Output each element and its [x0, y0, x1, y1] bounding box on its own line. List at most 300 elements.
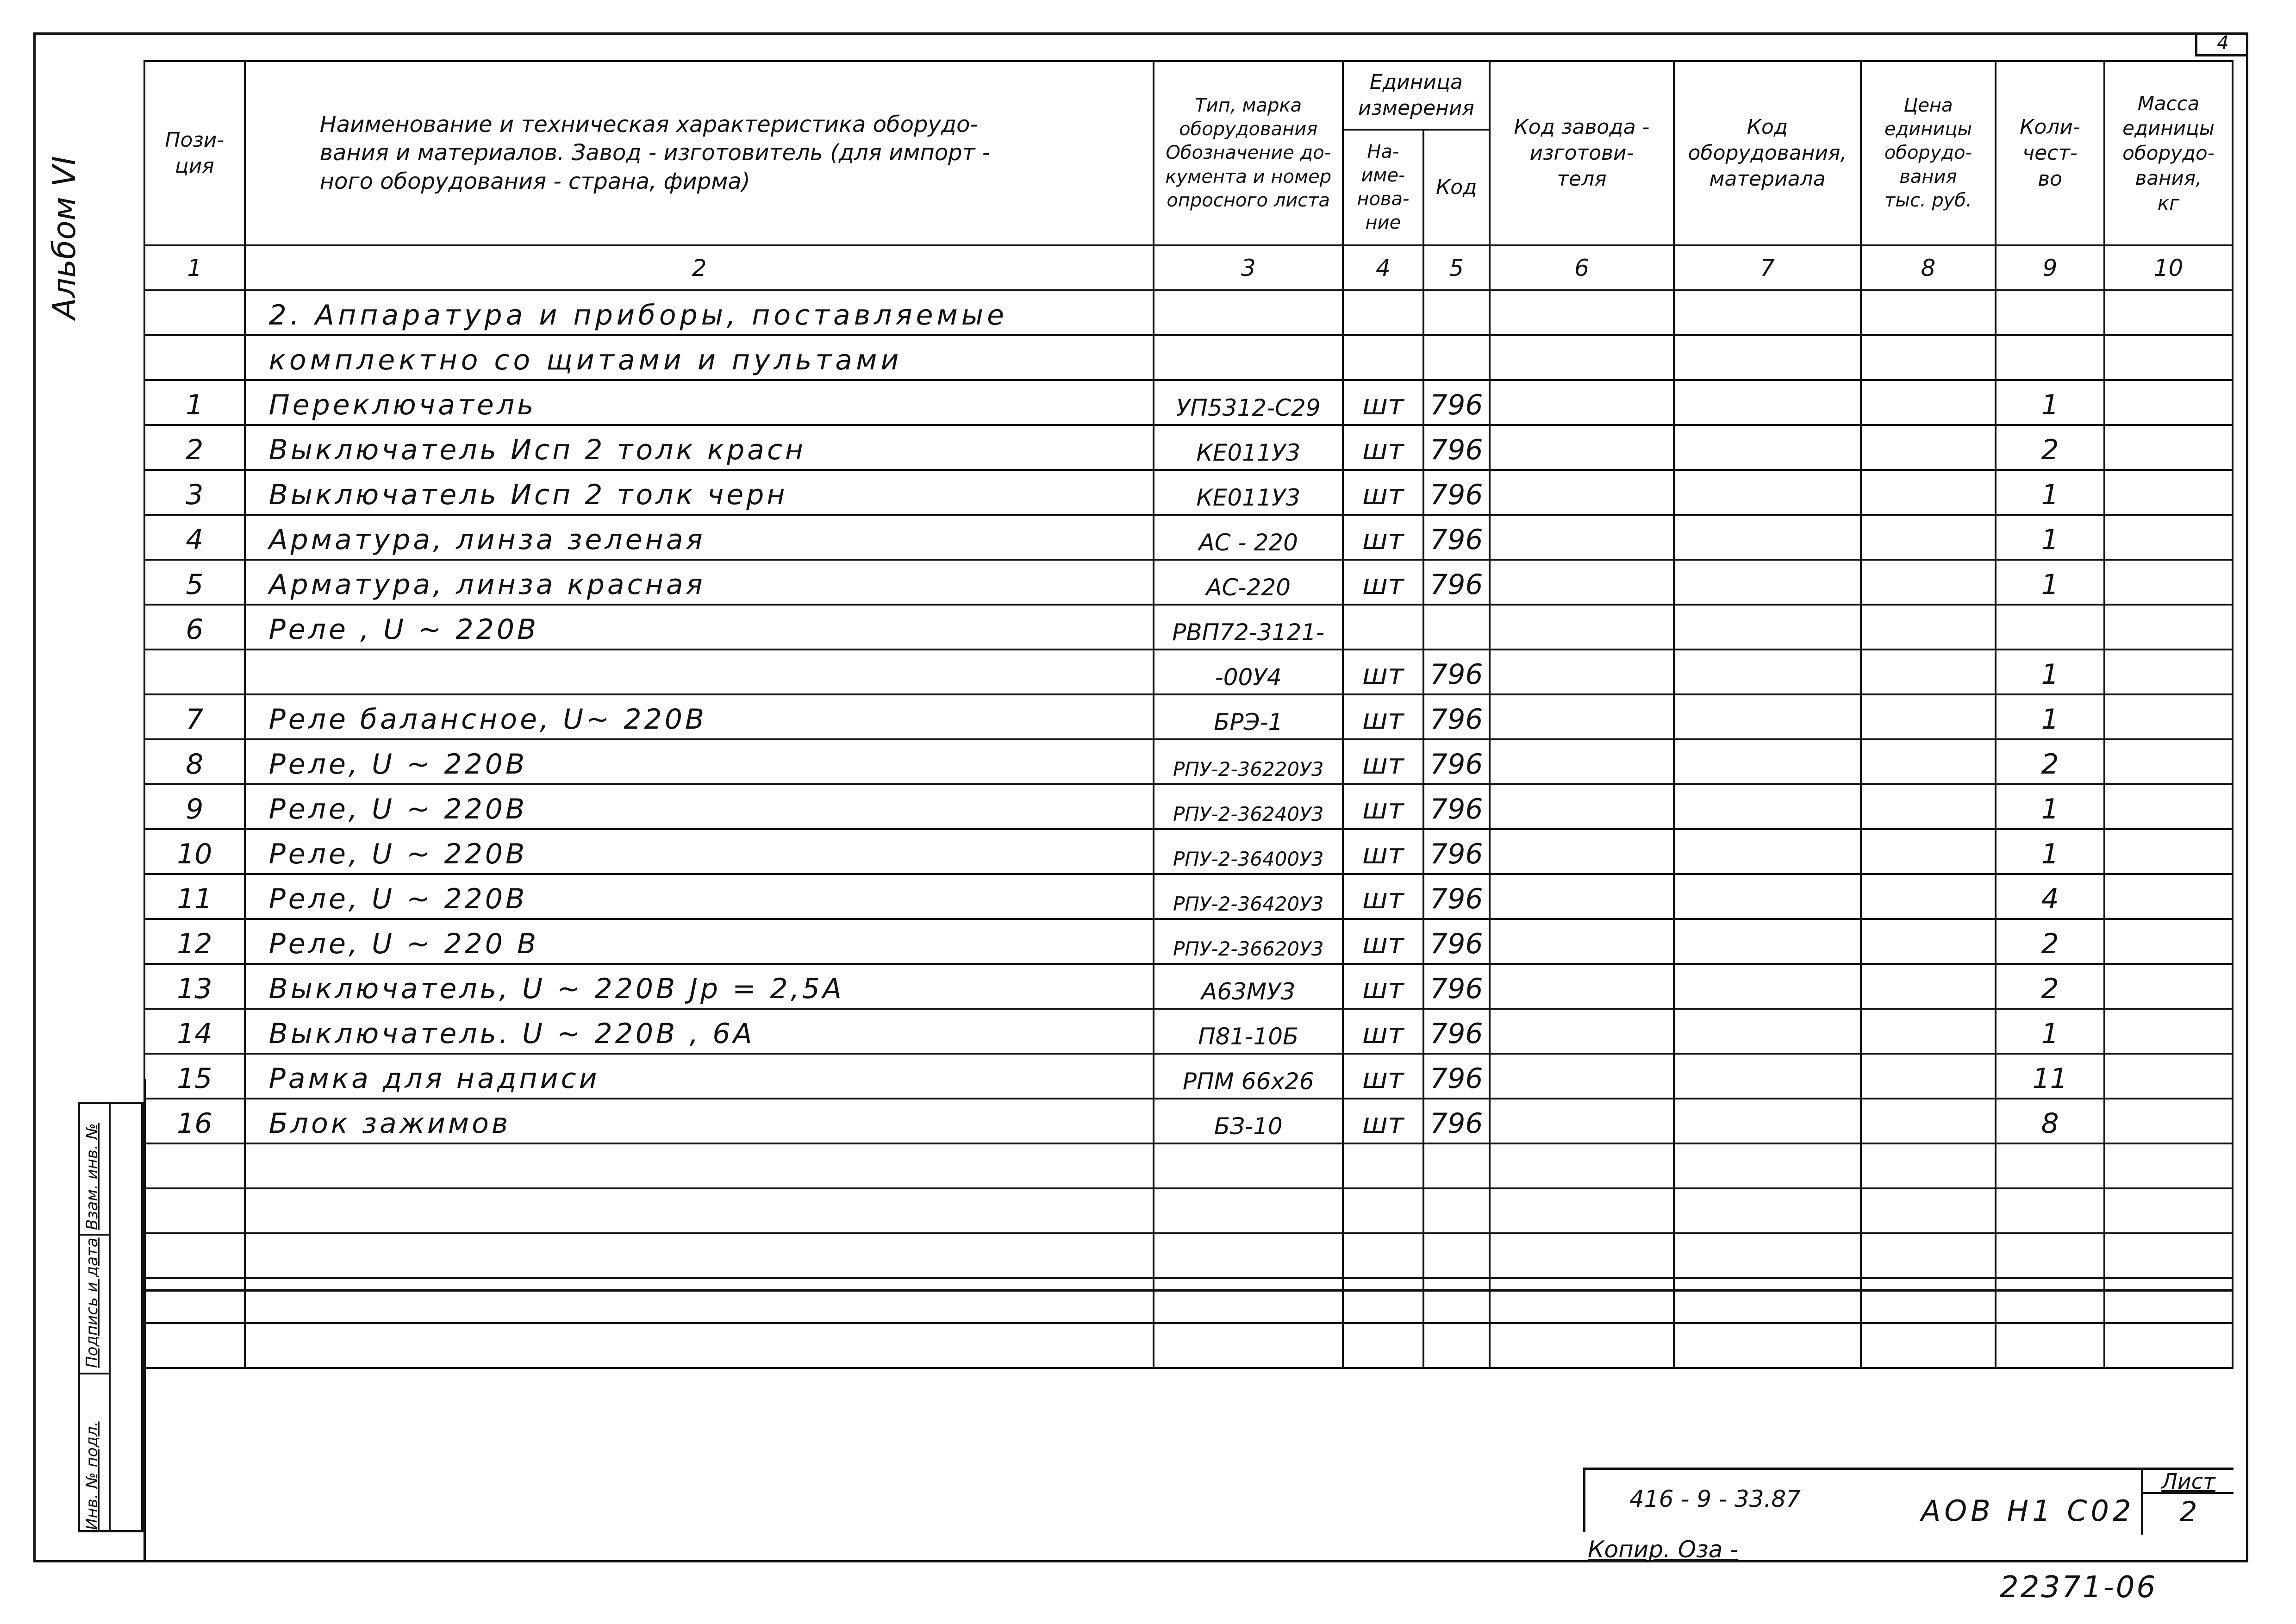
row-unit-code: 796 — [1423, 650, 1490, 694]
row-type: РПУ-2-36420У3 — [1154, 874, 1343, 919]
empty-cell — [144, 1143, 245, 1188]
specification-table — [144, 60, 2234, 1369]
row-price — [1861, 739, 1996, 784]
row-equipment-code — [1674, 874, 1861, 919]
empty-cell — [2104, 335, 2233, 380]
empty-cell — [1423, 1323, 1490, 1368]
empty-cell — [1674, 335, 1861, 380]
section-heading: комплектно со щитами и пультами — [245, 335, 1154, 380]
empty-cell — [1674, 1233, 1861, 1278]
row-price — [1861, 560, 1996, 605]
row-factory-code — [1490, 1099, 1674, 1143]
sheet-number: 2 — [2179, 1496, 2197, 1528]
row-name: Реле, U ~ 220В — [245, 874, 1154, 919]
row-name: Реле балансное, U~ 220В — [245, 694, 1154, 739]
empty-cell — [1423, 1188, 1490, 1233]
table-row — [144, 605, 2233, 650]
row-mass — [2104, 650, 2233, 694]
row-name: Выключатель Исп 2 толк красн — [245, 425, 1154, 470]
row-factory-code — [1490, 1054, 1674, 1099]
row-price — [1861, 650, 1996, 694]
row-quantity: 4 — [1996, 874, 2104, 919]
row-unit-code: 796 — [1423, 425, 1490, 470]
row-factory-code — [1490, 380, 1674, 425]
empty-cell — [1490, 290, 1674, 335]
row-position: 15 — [144, 1054, 245, 1099]
header-factory-code: Код завода - изготови- теля — [1490, 61, 1674, 245]
row-unit: шт — [1343, 1054, 1423, 1099]
row-equipment-code — [1674, 694, 1861, 739]
column-number: 8 — [1861, 245, 1996, 290]
header-price: Цена единицы оборудо- вания тыс. руб. — [1861, 61, 1996, 245]
row-factory-code — [1490, 964, 1674, 1009]
row-equipment-code — [1674, 515, 1861, 560]
empty-cell — [1343, 1143, 1423, 1188]
empty-cell — [1490, 1233, 1674, 1278]
table-row — [144, 919, 2233, 964]
row-price — [1861, 605, 1996, 650]
row-name: Арматура, линза зеленая — [245, 515, 1154, 560]
row-mass — [2104, 739, 2233, 784]
row-unit-code — [1423, 605, 1490, 650]
row-quantity: 1 — [1996, 650, 2104, 694]
row-equipment-code — [1674, 560, 1861, 605]
row-price — [1861, 829, 1996, 874]
empty-cell — [1861, 335, 1996, 380]
row-factory-code — [1490, 650, 1674, 694]
empty-cell — [1674, 1323, 1861, 1368]
row-factory-code — [1490, 874, 1674, 919]
table-row — [144, 874, 2233, 919]
row-factory-code — [1490, 829, 1674, 874]
row-price — [1861, 425, 1996, 470]
row-quantity: 2 — [1996, 425, 2104, 470]
row-quantity: 1 — [1996, 560, 2104, 605]
row-quantity: 2 — [1996, 919, 2104, 964]
table-row — [144, 784, 2233, 829]
margin-stamp-strip — [78, 1102, 144, 1532]
row-unit: шт — [1343, 829, 1423, 874]
row-name: Арматура, линза красная — [245, 560, 1154, 605]
row-mass — [2104, 829, 2233, 874]
row-name: Выключатель Исп 2 толк черн — [245, 470, 1154, 515]
empty-cell — [1343, 1278, 1423, 1323]
header-unit-name: На- име- нова- ние — [1343, 130, 1423, 245]
row-unit-code: 796 — [1423, 470, 1490, 515]
row-unit: шт — [1343, 560, 1423, 605]
row-factory-code — [1490, 919, 1674, 964]
row-unit-code: 796 — [1423, 919, 1490, 964]
empty-cell — [1154, 1143, 1343, 1188]
empty-cell — [1861, 1278, 1996, 1323]
row-equipment-code — [1674, 470, 1861, 515]
table-row — [144, 515, 2233, 560]
empty-cell — [144, 1323, 245, 1368]
empty-cell — [1674, 1143, 1861, 1188]
row-price — [1861, 515, 1996, 560]
row-quantity: 1 — [1996, 829, 2104, 874]
header-quantity: Коли- чест- во — [1996, 61, 2104, 245]
row-name: Реле , U ~ 220В — [245, 605, 1154, 650]
row-factory-code — [1490, 784, 1674, 829]
row-factory-code — [1490, 515, 1674, 560]
title-block — [1583, 1468, 2234, 1532]
empty-cell — [1490, 1278, 1674, 1323]
row-unit: шт — [1343, 1009, 1423, 1054]
empty-cell — [1343, 1233, 1423, 1278]
table-row — [144, 470, 2233, 515]
row-position: 12 — [144, 919, 245, 964]
row-mass — [2104, 1009, 2233, 1054]
sheet-label: Лист — [2161, 1469, 2215, 1494]
row-factory-code — [1490, 470, 1674, 515]
section-heading: 2. Аппаратура и приборы, поставляемые — [245, 290, 1154, 335]
empty-cell — [2104, 1143, 2233, 1188]
column-number: 4 — [1343, 245, 1423, 290]
row-price — [1861, 470, 1996, 515]
row-unit: шт — [1343, 739, 1423, 784]
margin-label-replacement: Взам. инв. № — [83, 1123, 101, 1230]
row-price — [1861, 964, 1996, 1009]
row-unit-code: 796 — [1423, 874, 1490, 919]
column-number: 3 — [1154, 245, 1343, 290]
row-position: 2 — [144, 425, 245, 470]
empty-cell — [1861, 1323, 1996, 1368]
empty-cell — [1343, 335, 1423, 380]
row-mass — [2104, 425, 2233, 470]
row-position: 16 — [144, 1099, 245, 1143]
corner-sheet-number: 4 — [2195, 32, 2248, 56]
row-name: Реле, U ~ 220В — [245, 739, 1154, 784]
row-name — [245, 650, 1154, 694]
row-unit-code: 796 — [1423, 829, 1490, 874]
empty-cell — [144, 1278, 245, 1323]
empty-row — [144, 1143, 2233, 1188]
header-position: Пози- ция — [144, 61, 245, 245]
header-equipment-code: Код оборудования, материала — [1674, 61, 1861, 245]
column-number: 6 — [1490, 245, 1674, 290]
row-position: 8 — [144, 739, 245, 784]
row-price — [1861, 694, 1996, 739]
document-code: АОВ Н1 С02 — [1921, 1494, 2135, 1528]
copy-note: Копир. Оза - — [1588, 1536, 1739, 1563]
archive-number: 22371-06 — [2000, 1570, 2158, 1605]
row-type: КЕ011У3 — [1154, 425, 1343, 470]
row-name: Блок зажимов — [245, 1099, 1154, 1143]
row-name: Реле, U ~ 220 В — [245, 919, 1154, 964]
empty-cell — [1343, 1323, 1423, 1368]
table-row — [144, 1099, 2233, 1143]
row-type: РВП72-3121- — [1154, 605, 1343, 650]
row-factory-code — [1490, 425, 1674, 470]
row-factory-code — [1490, 605, 1674, 650]
empty-cell — [1423, 335, 1490, 380]
empty-cell — [2104, 1278, 2233, 1323]
row-equipment-code — [1674, 784, 1861, 829]
empty-cell — [1423, 1233, 1490, 1278]
empty-cell — [1343, 290, 1423, 335]
row-position: 3 — [144, 470, 245, 515]
empty-cell — [1674, 1188, 1861, 1233]
empty-cell — [1154, 1323, 1343, 1368]
row-price — [1861, 919, 1996, 964]
row-unit: шт — [1343, 425, 1423, 470]
table-row — [144, 964, 2233, 1009]
row-name: Реле, U ~ 220В — [245, 784, 1154, 829]
empty-cell — [245, 1233, 1154, 1278]
row-equipment-code — [1674, 919, 1861, 964]
empty-cell — [1154, 1233, 1343, 1278]
row-equipment-code — [1674, 650, 1861, 694]
row-price — [1861, 1009, 1996, 1054]
row-equipment-code — [1674, 380, 1861, 425]
empty-cell — [1490, 1188, 1674, 1233]
album-label: Альбом VI — [46, 156, 83, 319]
empty-cell — [1154, 290, 1343, 335]
row-mass — [2104, 784, 2233, 829]
row-quantity: 1 — [1996, 515, 2104, 560]
row-type: РПУ-2-36240У3 — [1154, 784, 1343, 829]
row-mass — [2104, 470, 2233, 515]
table-bottom-rule — [144, 1289, 2234, 1292]
table-row — [144, 1054, 2233, 1099]
row-equipment-code — [1674, 425, 1861, 470]
row-position: 14 — [144, 1009, 245, 1054]
row-type: П81-10Б — [1154, 1009, 1343, 1054]
row-unit: шт — [1343, 650, 1423, 694]
row-unit-code: 796 — [1423, 784, 1490, 829]
row-quantity: 1 — [1996, 784, 2104, 829]
row-type: РПУ-2-36220У3 — [1154, 739, 1343, 784]
row-position: 7 — [144, 694, 245, 739]
row-factory-code — [1490, 1009, 1674, 1054]
row-unit: шт — [1343, 380, 1423, 425]
row-position: 10 — [144, 829, 245, 874]
empty-cell — [1996, 1278, 2104, 1323]
sheet-box — [2141, 1470, 2234, 1535]
row-name: Реле, U ~ 220В — [245, 829, 1154, 874]
row-mass — [2104, 515, 2233, 560]
margin-label-signature: Подпись и дата — [83, 1237, 101, 1368]
row-unit-code: 796 — [1423, 1009, 1490, 1054]
row-unit-code: 796 — [1423, 694, 1490, 739]
row-equipment-code — [1674, 1099, 1861, 1143]
row-unit-code: 796 — [1423, 964, 1490, 1009]
header-unit-code: Код — [1423, 130, 1490, 245]
empty-cell — [144, 1188, 245, 1233]
empty-cell — [1996, 1233, 2104, 1278]
column-number: 9 — [1996, 245, 2104, 290]
row-unit: шт — [1343, 694, 1423, 739]
empty-row — [144, 1323, 2233, 1368]
row-price — [1861, 874, 1996, 919]
empty-cell — [1996, 290, 2104, 335]
row-unit: шт — [1343, 470, 1423, 515]
row-price — [1861, 784, 1996, 829]
row-type: РПУ-2-36620У3 — [1154, 919, 1343, 964]
empty-cell — [245, 1323, 1154, 1368]
row-quantity: 8 — [1996, 1099, 2104, 1143]
row-type: АС - 220 — [1154, 515, 1343, 560]
column-number: 10 — [2104, 245, 2233, 290]
empty-cell — [144, 290, 245, 335]
column-number-row — [144, 245, 2233, 290]
empty-cell — [1154, 1188, 1343, 1233]
empty-cell — [1996, 335, 2104, 380]
row-type: -00У4 — [1154, 650, 1343, 694]
row-type: УП5312-С29 — [1154, 380, 1343, 425]
header-type: Тип, марка оборудования Обозначение до- кумента и номер опросного листа — [1154, 61, 1343, 245]
row-unit: шт — [1343, 874, 1423, 919]
empty-cell — [1996, 1188, 2104, 1233]
row-equipment-code — [1674, 1054, 1861, 1099]
row-unit: шт — [1343, 515, 1423, 560]
empty-cell — [1674, 1278, 1861, 1323]
row-position: 1 — [144, 380, 245, 425]
empty-cell — [1996, 1323, 2104, 1368]
document-number: 416 - 9 - 33.87 — [1629, 1486, 1801, 1512]
row-mass — [2104, 964, 2233, 1009]
row-name: Переключатель — [245, 380, 1154, 425]
empty-cell — [245, 1188, 1154, 1233]
empty-cell — [245, 1278, 1154, 1323]
empty-cell — [245, 1143, 1154, 1188]
row-quantity: 11 — [1996, 1054, 2104, 1099]
row-unit: шт — [1343, 1099, 1423, 1143]
table-row — [144, 560, 2233, 605]
row-position: 11 — [144, 874, 245, 919]
row-position: 4 — [144, 515, 245, 560]
empty-cell — [1861, 1188, 1996, 1233]
row-unit: шт — [1343, 784, 1423, 829]
row-factory-code — [1490, 694, 1674, 739]
row-unit-code: 796 — [1423, 739, 1490, 784]
row-price — [1861, 1099, 1996, 1143]
row-type: КЕ011У3 — [1154, 470, 1343, 515]
row-price — [1861, 1054, 1996, 1099]
row-position: 9 — [144, 784, 245, 829]
row-mass — [2104, 1054, 2233, 1099]
row-unit-code: 796 — [1423, 560, 1490, 605]
row-type: А63МУ3 — [1154, 964, 1343, 1009]
row-price — [1861, 380, 1996, 425]
empty-cell — [1154, 1278, 1343, 1323]
header-mass: Масса единицы оборудо- вания, кг — [2104, 61, 2233, 245]
empty-cell — [1861, 290, 1996, 335]
header-unit-group: Единица измерения — [1343, 61, 1490, 130]
section-heading-row — [144, 335, 2233, 380]
row-type: БЗ-10 — [1154, 1099, 1343, 1143]
column-number: 2 — [245, 245, 1154, 290]
empty-cell — [1154, 335, 1343, 380]
row-quantity: 1 — [1996, 380, 2104, 425]
row-position — [144, 650, 245, 694]
row-mass — [2104, 380, 2233, 425]
row-type: БРЭ-1 — [1154, 694, 1343, 739]
table-row — [144, 425, 2233, 470]
row-unit: шт — [1343, 919, 1423, 964]
row-equipment-code — [1674, 1009, 1861, 1054]
row-equipment-code — [1674, 605, 1861, 650]
empty-cell — [1490, 1143, 1674, 1188]
row-mass — [2104, 605, 2233, 650]
empty-cell — [1490, 335, 1674, 380]
table-row — [144, 694, 2233, 739]
row-unit-code: 796 — [1423, 1054, 1490, 1099]
row-mass — [2104, 1099, 2233, 1143]
empty-cell — [1423, 290, 1490, 335]
row-unit-code: 796 — [1423, 380, 1490, 425]
empty-cell — [2104, 1188, 2233, 1233]
row-mass — [2104, 560, 2233, 605]
empty-cell — [2104, 290, 2233, 335]
row-quantity: 2 — [1996, 739, 2104, 784]
header-name: Наименование и техническая характеристика оборудо- вания и материалов. Завод - изготовитель (для импорт - ного оборудования - страна, фирма) — [245, 61, 1154, 245]
empty-cell — [144, 335, 245, 380]
table-row — [144, 1009, 2233, 1054]
row-factory-code — [1490, 739, 1674, 784]
table-row — [144, 739, 2233, 784]
column-number: 1 — [144, 245, 245, 290]
row-quantity — [1996, 605, 2104, 650]
empty-cell — [144, 1233, 245, 1278]
empty-cell — [1861, 1233, 1996, 1278]
empty-cell — [1861, 1143, 1996, 1188]
empty-cell — [2104, 1323, 2233, 1368]
row-equipment-code — [1674, 829, 1861, 874]
row-name: Выключатель, U ~ 220В Jр = 2,5А — [245, 964, 1154, 1009]
row-type: АС-220 — [1154, 560, 1343, 605]
section-heading-row — [144, 290, 2233, 335]
row-quantity: 1 — [1996, 1009, 2104, 1054]
column-number: 5 — [1423, 245, 1490, 290]
row-mass — [2104, 874, 2233, 919]
row-equipment-code — [1674, 739, 1861, 784]
row-position: 5 — [144, 560, 245, 605]
row-equipment-code — [1674, 964, 1861, 1009]
margin-label-inventory: Инв. № подл. — [83, 1421, 101, 1530]
row-position: 13 — [144, 964, 245, 1009]
row-position: 6 — [144, 605, 245, 650]
empty-cell — [1343, 1188, 1423, 1233]
empty-cell — [1423, 1143, 1490, 1188]
row-quantity: 2 — [1996, 964, 2104, 1009]
row-name: Рамка для надписи — [245, 1054, 1154, 1099]
row-type: РПУ-2-36400У3 — [1154, 829, 1343, 874]
table-row — [144, 650, 2233, 694]
row-mass — [2104, 919, 2233, 964]
empty-cell — [1423, 1278, 1490, 1323]
empty-row — [144, 1188, 2233, 1233]
empty-cell — [1490, 1323, 1674, 1368]
left-rule — [144, 1079, 146, 1562]
row-unit — [1343, 605, 1423, 650]
empty-cell — [2104, 1233, 2233, 1278]
row-mass — [2104, 694, 2233, 739]
table-row — [144, 380, 2233, 425]
column-number: 7 — [1674, 245, 1861, 290]
table-row — [144, 829, 2233, 874]
empty-row — [144, 1278, 2233, 1323]
row-quantity: 1 — [1996, 470, 2104, 515]
row-unit-code: 796 — [1423, 1099, 1490, 1143]
row-quantity: 1 — [1996, 694, 2104, 739]
row-type: РПМ 66х26 — [1154, 1054, 1343, 1099]
empty-cell — [1674, 290, 1861, 335]
empty-row — [144, 1233, 2233, 1278]
row-name: Выключатель. U ~ 220В , 6А — [245, 1009, 1154, 1054]
empty-cell — [1996, 1143, 2104, 1188]
